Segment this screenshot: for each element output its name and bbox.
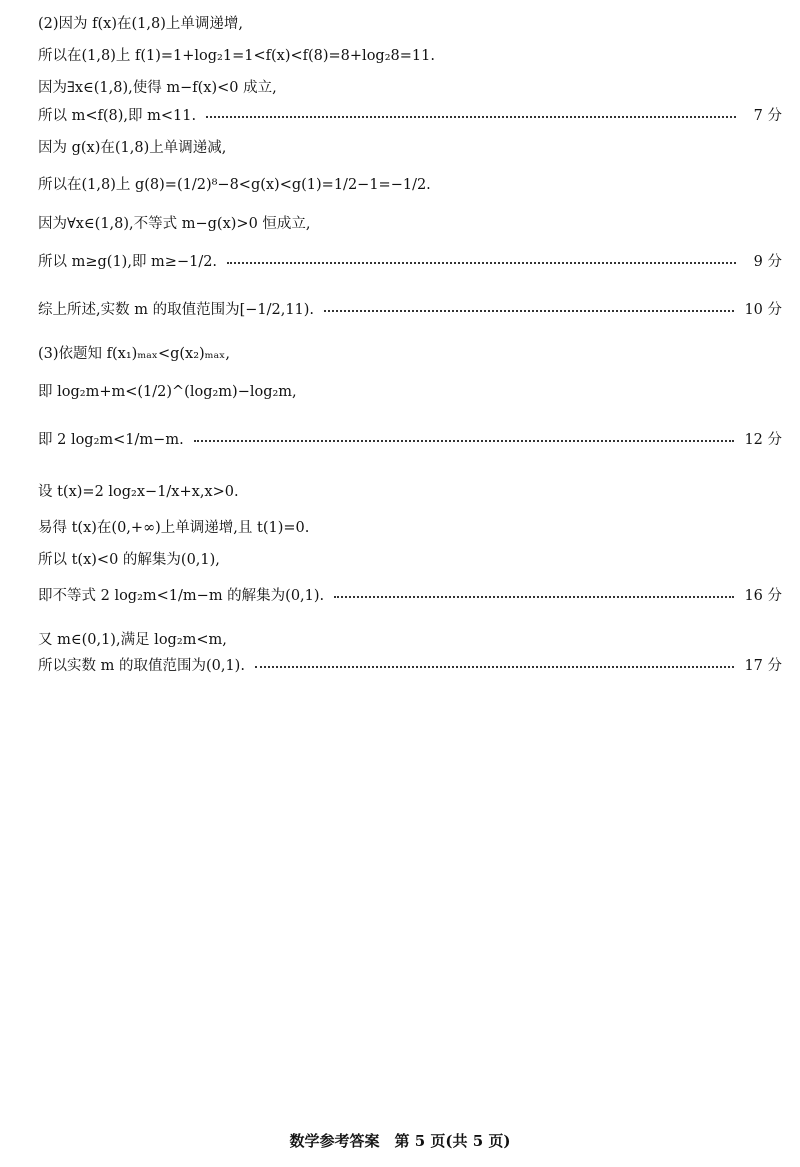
- solution-line: [38, 654, 782, 675]
- solution-line: [38, 428, 782, 449]
- solution-line: [38, 548, 782, 569]
- score-mark: 9 分: [753, 254, 782, 270]
- solution-line-text: 所以 m<f(8),即 m<11.: [38, 108, 197, 124]
- score-mark: 12 分: [744, 432, 782, 448]
- solution-line-text: 设 t(x)=2 log₂x−1/x+x,x>0.: [38, 484, 239, 500]
- solution-line: [38, 212, 782, 233]
- solution-line-text: 又 m∈(0,1),满足 log₂m<m,: [38, 632, 227, 648]
- dot-leader: [334, 596, 734, 598]
- solution-line: [38, 380, 782, 401]
- solution-line: [38, 76, 782, 97]
- solution-line: [38, 136, 782, 157]
- solution-line-text: 所以 m≥g(1),即 m≥−1/2.: [38, 254, 218, 270]
- solution-line-text: 即 log₂m+m<(1/2)^(log₂m)−log₂m,: [38, 384, 297, 400]
- solution-line: [38, 342, 782, 363]
- dot-leader: [255, 666, 734, 668]
- solution-line-text: 综上所述,实数 m 的取值范围为[−1/2,11).: [38, 302, 315, 318]
- page-footer: 数学参考答案 第 5 页(共 5 页): [289, 1132, 511, 1150]
- solution-line-text: (3)依题知 f(x₁)ₘₐₓ<g(x₂)ₘₐₓ,: [38, 346, 230, 362]
- solution-line: [38, 173, 782, 194]
- solution-line-text: 即不等式 2 log₂m<1/m−m 的解集为(0,1).: [38, 588, 325, 604]
- solution-line-text: 因为∃x∈(1,8),使得 m−f(x)<0 成立,: [38, 80, 277, 96]
- solution-line: [38, 516, 782, 537]
- solution-line-text: 所以在(1,8)上 f(1)=1+log₂1=1<f(x)<f(8)=8+log₂8=11.: [38, 48, 435, 64]
- dot-leader: [227, 262, 736, 264]
- solution-line-text: 因为∀x∈(1,8),不等式 m−g(x)>0 恒成立,: [38, 216, 311, 232]
- score-mark: 17 分: [744, 658, 782, 674]
- solution-line: [38, 298, 782, 319]
- solution-line-text: 因为 g(x)在(1,8)上单调递减,: [38, 140, 227, 156]
- solution-line-text: (2)因为 f(x)在(1,8)上单调递增,: [38, 16, 243, 32]
- solution-line-text: 所以实数 m 的取值范围为(0,1).: [38, 658, 245, 674]
- solution-line: [38, 584, 782, 605]
- solution-line-text: 所以 t(x)<0 的解集为(0,1),: [38, 552, 220, 568]
- score-mark: 16 分: [744, 588, 782, 604]
- solution-line: [38, 44, 782, 65]
- dot-leader: [324, 310, 734, 312]
- score-mark: 10 分: [744, 302, 782, 318]
- dot-leader: [194, 440, 735, 442]
- solution-line-text: 即 2 log₂m<1/m−m.: [38, 432, 184, 448]
- solution-line: [38, 250, 782, 271]
- solution-line-text: 所以在(1,8)上 g(8)=(1/2)⁸−8<g(x)<g(1)=1/2−1=−1/2.: [38, 177, 431, 193]
- solution-line: [38, 104, 782, 125]
- solution-line: [38, 12, 782, 33]
- dot-leader: [206, 116, 736, 118]
- solution-line: [38, 628, 782, 649]
- score-mark: 7 分: [753, 108, 782, 124]
- solution-line: [38, 480, 782, 501]
- solution-line-text: 易得 t(x)在(0,+∞)上单调递增,且 t(1)=0.: [38, 520, 310, 536]
